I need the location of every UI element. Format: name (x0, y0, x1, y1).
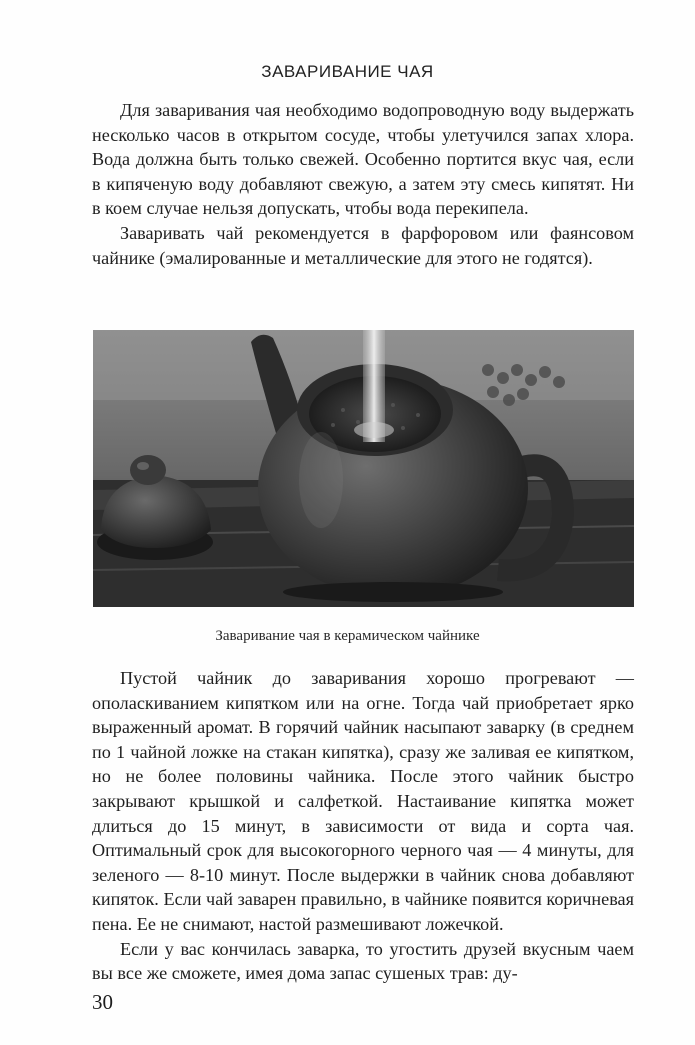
running-header: ЗАВАРИВАНИЕ ЧАЯ (261, 62, 434, 81)
paragraph: Заваривать чай рекомендуется в фарфоровом или фаянсовом чайнике (эмалированные и металлические для этого не годятся). (92, 222, 634, 268)
paragraph: Для заваривания чая необходимо водопроводную воду выдержать несколько часов в открытом сосуде, чтобы улетучился запах хлора. Вода должна быть только свежей. Особенно портится вкус чая, если в кипяченую воду добавляют свежую, а затем эту смесь кипятят. Ни в коем случае нельзя допускать, чтобы вода перекипела. (92, 100, 634, 219)
paragraph: Если у вас кончилась заварка, то угостить друзей вкусным чаем вы все же сможете, имея дома запас сушеных трав: ду- (92, 938, 634, 984)
paragraph: Пустой чайник до заваривания хорошо прогревают — ополаскиванием кипятком или на огне. Тогда чай приобретает ярко выраженный аромат. В горячий чайник насыпают заварку (в среднем по 1 чайной ложке на стакан кипятка), сразу же заливая ее кипятком, но не более половины чайника. После этого чайник быстро закрывают крышкой и салфеткой. Настаивание кипятка может длиться до 15 минут, в зависимости от вида и сорта чая. Оптимальный срок для высокогорного черного чая — 4 минуты, для зеленого — 8-10 минут. После выдержки в чайник снова добавляют кипяток. Если чай заварен правильно, в чайнике появится коричневая пена. Ее не снимают, настой размешивают ложечкой. (92, 668, 634, 934)
page-number: 30 (92, 990, 113, 1014)
text-block-top (92, 98, 634, 270)
figure-caption: Заваривание чая в керамическом чайнике (215, 628, 480, 644)
teapot-illustration (93, 330, 634, 607)
teapot-photo (93, 330, 634, 607)
text-block-bottom (92, 666, 634, 986)
